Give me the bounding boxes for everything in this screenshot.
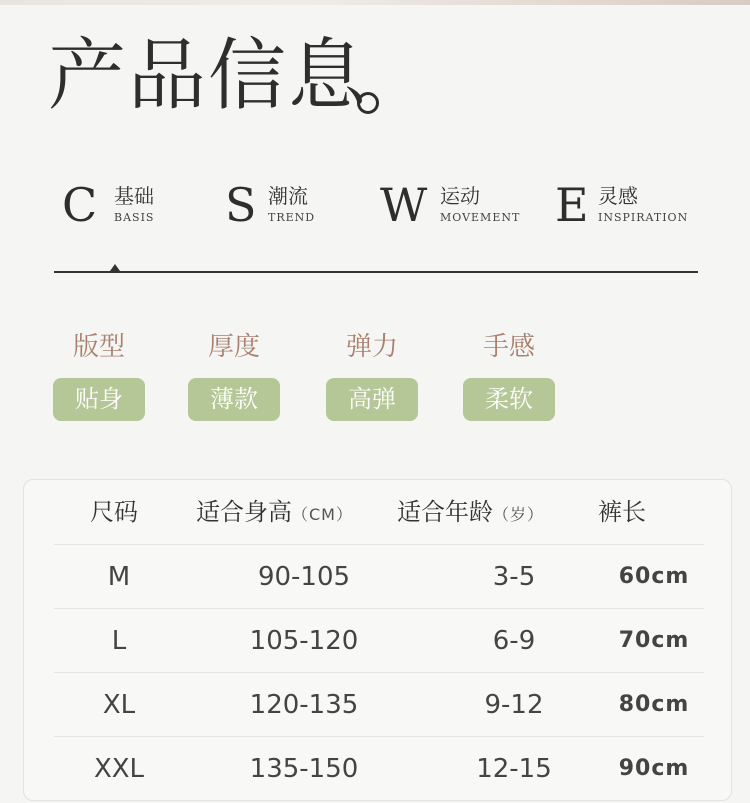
- property-value-tag: 贴身: [53, 378, 145, 421]
- property-label: 厚度: [207, 332, 260, 362]
- category-cn-label: 潮流: [268, 184, 308, 208]
- top-image-strip: [0, 0, 750, 5]
- category-letter: C: [62, 178, 98, 232]
- cell-length: 80cm: [618, 692, 690, 717]
- table-row: [54, 672, 704, 737]
- category-en-label: BASIS: [114, 211, 155, 224]
- cell-age: 12-15: [476, 754, 552, 784]
- cell-length: 60cm: [618, 564, 690, 589]
- cell-size: M: [107, 562, 131, 592]
- cell-height: 135-150: [249, 754, 359, 784]
- property-value-tag: 薄款: [188, 378, 280, 421]
- property-value-tag: 高弹: [326, 378, 418, 421]
- category-en-label: TREND: [268, 211, 316, 224]
- header-text: 适合身高: [196, 498, 292, 526]
- property-thickness: [188, 330, 280, 421]
- active-category-indicator: [110, 264, 120, 271]
- header-text: 适合年龄: [397, 498, 493, 526]
- property-label: 手感: [482, 332, 535, 362]
- property-fit: [53, 330, 145, 421]
- category-letter: E: [555, 178, 589, 232]
- category-letter: S: [225, 178, 257, 232]
- header-size: [90, 480, 138, 544]
- table-header-row: [54, 480, 704, 544]
- table-row: [54, 736, 704, 801]
- table-row: [54, 608, 704, 673]
- header-height: [196, 480, 353, 544]
- cell-size: XL: [102, 690, 136, 720]
- category-en-label: MOVEMENT: [440, 211, 521, 224]
- property-elasticity: [326, 330, 418, 421]
- category-cn-label: 运动: [440, 184, 480, 208]
- cell-age: 9-12: [484, 690, 544, 720]
- title-period: [357, 92, 379, 114]
- category-cn-label: 灵感: [598, 184, 638, 208]
- header-length: [598, 480, 646, 544]
- cell-length: 90cm: [618, 756, 690, 781]
- property-label: 弹力: [345, 332, 398, 362]
- property-label: 版型: [72, 332, 125, 362]
- cell-length: 70cm: [618, 628, 690, 653]
- category-divider: [54, 271, 698, 273]
- cell-height: 105-120: [249, 626, 359, 656]
- category-en-label: INSPIRATION: [598, 211, 689, 224]
- cell-size: XXL: [93, 754, 145, 784]
- size-table: [23, 479, 732, 801]
- property-value-tag: 柔软: [463, 378, 555, 421]
- header-unit: （CM）: [292, 505, 353, 524]
- category-cn-label: 基础: [114, 184, 154, 208]
- cell-age: 6-9: [492, 626, 536, 656]
- page-title: 产品信息: [48, 31, 369, 121]
- header-text: 裤长: [598, 498, 646, 526]
- header-unit: （岁）: [493, 505, 545, 524]
- cell-height: 90-105: [257, 562, 351, 592]
- header-age: [397, 480, 544, 544]
- category-letter: W: [380, 178, 428, 232]
- header-text: 尺码: [90, 498, 138, 526]
- table-row: [54, 544, 704, 609]
- cell-size: L: [111, 626, 127, 656]
- property-feel: [463, 330, 555, 421]
- cell-age: 3-5: [492, 562, 536, 592]
- cell-height: 120-135: [249, 690, 359, 720]
